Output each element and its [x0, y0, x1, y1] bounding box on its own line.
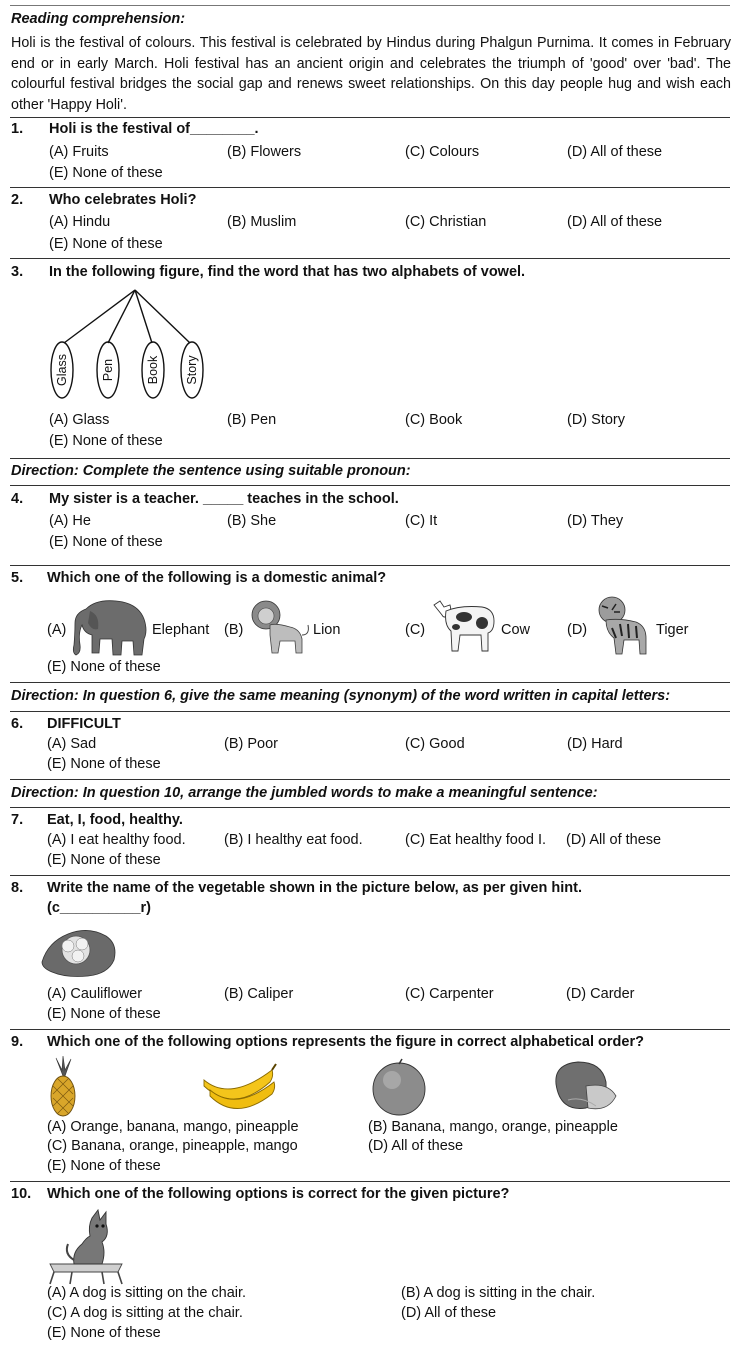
- option-d: (D) All of these: [401, 1305, 497, 1321]
- divider: [10, 117, 730, 118]
- lion-icon: [250, 595, 312, 657]
- option-e: (E) None of these: [47, 1325, 161, 1341]
- option-d: (D) All of these: [566, 832, 662, 848]
- top-rule: [10, 5, 730, 6]
- option-d: (D) They: [567, 513, 624, 529]
- option-c: (C) Colours: [405, 144, 480, 160]
- option-d: (D) Story: [567, 412, 625, 428]
- question-text: Who celebrates Holi?: [49, 192, 197, 208]
- option-a: (A) Sad: [47, 736, 97, 752]
- option-a: (A) He: [49, 513, 91, 529]
- question-number: 8.: [11, 880, 24, 896]
- option-d: (D) All of these: [567, 214, 663, 230]
- orange-icon: [368, 1056, 430, 1118]
- question-text: DIFFICULT: [47, 716, 121, 732]
- option-c: (C) Christian: [405, 214, 487, 230]
- option-b: (B) She: [227, 513, 277, 529]
- elephant-icon: [66, 595, 150, 657]
- direction-jumbled: Direction: In question 10, arrange the jumbled words to make a meaningful sentence:: [11, 785, 598, 801]
- divider: [10, 807, 730, 808]
- divider: [10, 187, 730, 188]
- mango-icon: [546, 1056, 618, 1116]
- divider: [10, 485, 730, 486]
- option-a: (A) Cauliflower: [47, 986, 143, 1002]
- divider: [10, 1029, 730, 1030]
- option-b: (B) Caliper: [224, 986, 294, 1002]
- divider: [10, 682, 730, 683]
- question-text: Eat, I, food, healthy.: [47, 812, 183, 828]
- figure-word: Glass: [55, 354, 69, 386]
- option-a: (A) I eat healthy food.: [47, 832, 186, 848]
- option-c: (C) Eat healthy food I.: [405, 832, 547, 848]
- direction-pronoun: Direction: Complete the sentence using suitable pronoun:: [11, 463, 411, 479]
- option-e: (E) None of these: [49, 165, 163, 181]
- option-a: (A) Hindu: [49, 214, 111, 230]
- question-number: 1.: [11, 121, 24, 137]
- option-c: (C) Carpenter: [405, 986, 494, 1002]
- option-c: (C): [405, 622, 426, 638]
- question-number: 5.: [11, 570, 24, 586]
- option-d: (D) Hard: [567, 736, 623, 752]
- divider: [10, 711, 730, 712]
- option-b: (B) Pen: [227, 412, 277, 428]
- option-d: (D) All of these: [567, 144, 663, 160]
- divider: [10, 875, 730, 876]
- figure-word: Book: [146, 355, 160, 385]
- direction-synonym: Direction: In question 6, give the same meaning (synonym) of the word written in capital letters:: [11, 688, 671, 704]
- option-a: (A) A dog is sitting on the chair.: [47, 1285, 247, 1301]
- animal-label: Tiger: [656, 622, 689, 638]
- pineapple-icon: [46, 1056, 80, 1118]
- option-b: (B) I healthy eat food.: [224, 832, 363, 848]
- option-b: (B) Banana, mango, orange, pineapple: [368, 1119, 618, 1135]
- option-a: (A) Orange, banana, mango, pineapple: [47, 1119, 299, 1135]
- divider: [10, 565, 730, 566]
- question-text: Which one of the following options represents the figure in correct alphabetical order?: [47, 1034, 644, 1050]
- option-a: (A) Fruits: [49, 144, 109, 160]
- option-c: (C) A dog is sitting at the chair.: [47, 1305, 243, 1321]
- divider: [10, 779, 730, 780]
- option-e: (E) None of these: [47, 852, 161, 868]
- option-e: (E) None of these: [49, 534, 163, 550]
- dog-on-chair-icon: [42, 1208, 128, 1286]
- question-text: Which one of the following is a domestic animal?: [47, 570, 387, 586]
- question-number: 6.: [11, 716, 24, 732]
- question-text: In the following figure, find the word that has two alphabets of vowel.: [49, 264, 526, 280]
- cauliflower-icon: [38, 922, 118, 980]
- divider: [10, 258, 730, 259]
- option-e: (E) None of these: [49, 433, 163, 449]
- animal-label: Lion: [313, 622, 341, 638]
- option-b: (B) A dog is sitting in the chair.: [401, 1285, 596, 1301]
- question-number: 9.: [11, 1034, 24, 1050]
- option-c: (C) Good: [405, 736, 465, 752]
- tiger-icon: [592, 592, 654, 658]
- question-text: Which one of the following options is correct for the given picture?: [47, 1186, 510, 1202]
- option-c: (C) Banana, orange, pineapple, mango: [47, 1138, 298, 1154]
- question-text: Write the name of the vegetable shown in the picture below, as per given hint.: [47, 880, 582, 896]
- option-b: (B) Poor: [224, 736, 278, 752]
- option-e: (E) None of these: [49, 236, 163, 252]
- word-tree-figure: [40, 285, 230, 410]
- option-b: (B) Flowers: [227, 144, 302, 160]
- option-b: (B): [224, 622, 244, 638]
- divider: [10, 458, 730, 459]
- option-d: (D) All of these: [368, 1138, 464, 1154]
- option-a: (A): [47, 622, 67, 638]
- question-number: 3.: [11, 264, 24, 280]
- option-c: (C) It: [405, 513, 438, 529]
- question-number: 2.: [11, 192, 24, 208]
- option-d: (D): [567, 622, 588, 638]
- figure-word: Story: [185, 355, 199, 385]
- figure-word: Pen: [101, 358, 115, 382]
- question-number: 10.: [11, 1186, 32, 1202]
- option-c: (C) Book: [405, 412, 463, 428]
- option-b: (B) Muslim: [227, 214, 297, 230]
- banana-icon: [200, 1062, 280, 1114]
- hint-text: (c__________r): [47, 900, 152, 916]
- question-number: 4.: [11, 491, 24, 507]
- reading-heading: Reading comprehension:: [11, 11, 186, 27]
- animal-label: Cow: [501, 622, 531, 638]
- option-e: (E) None of these: [47, 1006, 161, 1022]
- option-e: (E) None of these: [47, 1158, 161, 1174]
- question-text: Holi is the festival of________.: [49, 121, 259, 137]
- option-e: (E) None of these: [47, 659, 161, 675]
- option-e: (E) None of these: [47, 756, 161, 772]
- cow-icon: [430, 595, 500, 657]
- question-number: 7.: [11, 812, 24, 828]
- option-a: (A) Glass: [49, 412, 110, 428]
- reading-passage: Holi is the festival of colours. This festival is celebrated by Hindus during Phalgun Purnima. It comes in February end or in early March. Holi festival has an ancient origin and celebrates the triumph of 'good' over 'bad'. The colourful festival bridges the social gap and renews sweet relationships. On this day people hug and wish each other 'Happy Holi'.: [11, 35, 731, 113]
- animal-label: Elephant: [152, 622, 210, 638]
- question-text: My sister is a teacher. _____ teaches in the school.: [49, 491, 399, 507]
- option-d: (D) Carder: [566, 986, 635, 1002]
- divider: [10, 1181, 730, 1182]
